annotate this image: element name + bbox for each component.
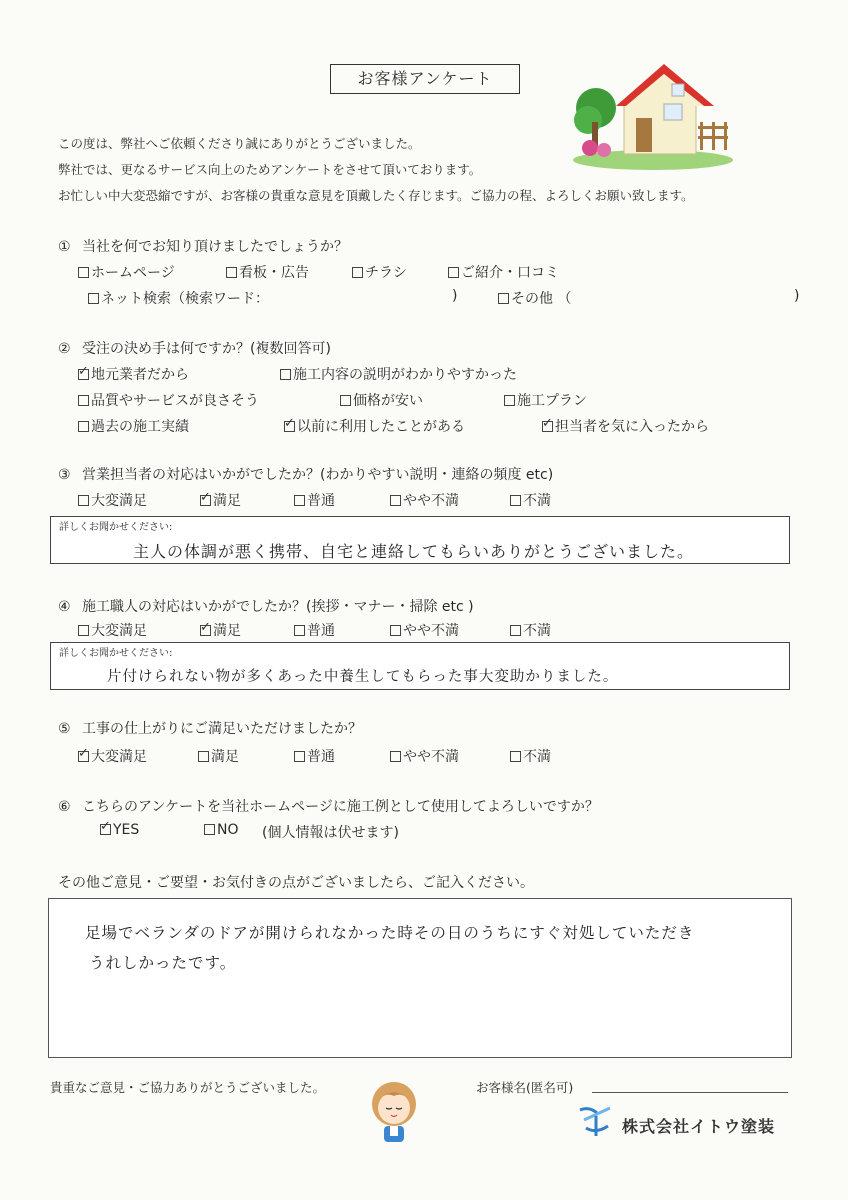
q2-option-local[interactable]: ✓地元業者だから (78, 364, 189, 384)
q2-option-price[interactable]: 価格が安い (340, 390, 423, 410)
q1-text: 当社を何でお知り頂けましたでしょうか？ (82, 239, 348, 255)
q1-option-flyer[interactable]: チラシ (352, 262, 407, 282)
q2-text: 受注の決め手は何ですか？(複数回答可) (82, 341, 331, 357)
checkbox[interactable] (340, 395, 351, 406)
q1-web-search-close: ) (452, 288, 458, 304)
q4-option-very-satisfied[interactable]: 大変満足 (78, 620, 147, 640)
q5-option-dissatisfied[interactable]: 不満 (510, 746, 551, 766)
survey-title: お客様アンケート (330, 64, 520, 94)
q4-detail-label: 詳しくお聞かせください: (59, 648, 173, 659)
checkbox[interactable] (504, 395, 515, 406)
checkbox[interactable] (226, 267, 237, 278)
checkbox[interactable] (510, 751, 521, 762)
checkbox[interactable] (204, 824, 215, 835)
q1-option-homepage[interactable]: ホームページ (78, 262, 175, 282)
q6-text: こちらのアンケートを当社ホームページに施工例として使用してよろしいですか？ (82, 799, 599, 815)
q1-option-signboard[interactable]: 看板・広告 (226, 262, 309, 282)
checkbox-checked[interactable] (78, 751, 89, 762)
q3-handwritten-comment: 主人の体調が悪く携帯、自宅と連絡してもらいありがとうございました。 (133, 542, 695, 561)
q4-handwritten-comment: 片付けられない物が多くあった中養生してもらった事大変助かりました。 (107, 669, 619, 685)
q6-option-yes[interactable]: ✓YES (100, 822, 139, 838)
q3-option-dissatisfied[interactable]: 不満 (510, 490, 551, 510)
q4-option-satisfied[interactable]: ✓ 満足 (200, 620, 241, 640)
checkbox[interactable] (294, 625, 305, 636)
q1-other-close: ) (794, 288, 800, 304)
q2-option-plan[interactable]: 施工プラン (504, 390, 587, 410)
company-name: 株式会社イトウ塗装 (622, 1117, 776, 1136)
q1-option-web-search[interactable]: ネット検索（検索ワード： (88, 288, 269, 308)
q6-option-no[interactable]: NO (204, 822, 239, 838)
q4-heading: ④ 施工職人の対応はいかがでしたか？(挨拶・マナー・掃除 etc ) (58, 599, 474, 615)
checkbox[interactable] (78, 495, 89, 506)
q5-option-very-satisfied[interactable]: ✓大変満足 (78, 746, 147, 766)
q5-option-neutral[interactable]: 普通 (294, 746, 335, 766)
q1-option-referral[interactable]: ご紹介・口コミ (448, 262, 559, 282)
q2-option-liked-staff[interactable]: ✓ 担当者を気に入ったから (542, 416, 709, 436)
q2-heading: ② 受注の決め手は何ですか？(複数回答可) (58, 341, 331, 357)
footer-thanks: 貴重なご意見・ご協力ありがとうございました。 (50, 1080, 326, 1095)
q2-option-used-before[interactable]: ✓ 以前に利用したことがある (284, 416, 465, 436)
checkbox-checked[interactable] (542, 421, 553, 432)
checkbox[interactable] (448, 267, 459, 278)
checkbox[interactable] (78, 395, 89, 406)
q4-option-dissatisfied[interactable]: 不満 (510, 620, 551, 640)
checkbox[interactable] (198, 751, 209, 762)
q4-option-neutral[interactable]: 普通 (294, 620, 335, 640)
checkbox[interactable] (78, 421, 89, 432)
checkbox[interactable] (390, 625, 401, 636)
checkbox[interactable] (294, 751, 305, 762)
q4-option-somewhat-dissatisfied[interactable]: やや不満 (390, 620, 459, 640)
customer-name-label: お客様名(匿名可) (476, 1080, 574, 1095)
q3-detail-box[interactable] (50, 516, 790, 564)
intro-line-1: この度は、弊社へご依頼くださり誠にありがとうございました。 (58, 136, 421, 151)
q5-heading: ⑤ 工事の仕上がりにご満足いただけましたか？ (58, 721, 362, 737)
checkbox[interactable] (280, 369, 291, 380)
q4-text: 施工職人の対応はいかがでしたか？(挨拶・マナー・掃除 etc ) (82, 599, 474, 615)
checkbox-checked[interactable] (78, 369, 89, 380)
checkbox[interactable] (78, 625, 89, 636)
other-prompt: その他ご意見・ご要望・お気付きの点がございましたら、ご記入ください。 (58, 875, 534, 891)
checkbox[interactable] (352, 267, 363, 278)
checkbox[interactable] (510, 625, 521, 636)
checkbox[interactable] (78, 267, 89, 278)
checkbox-checked[interactable] (100, 824, 111, 835)
company-logo-icon (576, 1104, 616, 1138)
checkbox[interactable] (390, 751, 401, 762)
other-handwritten-line-1: 足場でベランダのドアが開けられなかった時その日のうちにすぐ対処していただき (85, 924, 695, 942)
q6-privacy-note: (個人情報は伏せます) (262, 825, 399, 841)
house-illustration (568, 60, 738, 170)
q3-option-satisfied[interactable]: ✓ 満足 (200, 490, 241, 510)
checkbox[interactable] (498, 293, 509, 304)
q5-text: 工事の仕上がりにご満足いただけましたか？ (82, 721, 362, 737)
q1-heading: ① 当社を何でお知り頂けましたでしょうか？ (58, 239, 348, 255)
intro-line-2: 弊社では、更なるサービス向上のためアンケートをさせて頂いております。 (58, 162, 482, 177)
intro-line-3: お忙しい中大変恐縮ですが、お客様の貴重な意見を頂戴したく存じます。ご協力の程、よろしくお願い致します。 (58, 188, 694, 203)
q3-option-somewhat-dissatisfied[interactable]: やや不満 (390, 490, 459, 510)
q5-option-satisfied[interactable]: 満足 (198, 746, 239, 766)
checkbox-checked[interactable] (284, 421, 295, 432)
q3-option-neutral[interactable]: 普通 (294, 490, 335, 510)
other-handwritten-line-2: うれしかったです。 (89, 954, 237, 972)
q6-heading: ⑥ こちらのアンケートを当社ホームページに施工例として使用してよろしいですか？ (58, 799, 599, 815)
q5-option-somewhat-dissatisfied[interactable]: やや不満 (390, 746, 459, 766)
checkbox[interactable] (88, 293, 99, 304)
staff-character-illustration (362, 1074, 426, 1144)
other-comment-box[interactable] (48, 898, 792, 1058)
q2-option-track-record[interactable]: 過去の施工実績 (78, 416, 189, 436)
q3-detail-label: 詳しくお聞かせください: (59, 522, 173, 533)
q3-text: 営業担当者の対応はいかがでしたか？(わかりやすい説明・連絡の頻度 etc) (82, 467, 554, 483)
checkbox[interactable] (390, 495, 401, 506)
checkbox-checked[interactable] (200, 495, 211, 506)
q3-option-very-satisfied[interactable]: 大変満足 (78, 490, 147, 510)
checkbox-checked[interactable] (200, 625, 211, 636)
q2-option-quality[interactable]: 品質やサービスが良さそう (78, 390, 259, 410)
customer-name-field[interactable] (592, 1092, 788, 1093)
q3-heading: ③ 営業担当者の対応はいかがでしたか？(わかりやすい説明・連絡の頻度 etc) (58, 467, 554, 483)
q2-option-explanation[interactable]: 施工内容の説明がわかりやすかった (280, 364, 517, 384)
q4-detail-box[interactable] (50, 642, 790, 690)
checkbox[interactable] (510, 495, 521, 506)
checkbox[interactable] (294, 495, 305, 506)
q1-option-other[interactable]: その他 （ (498, 288, 571, 308)
